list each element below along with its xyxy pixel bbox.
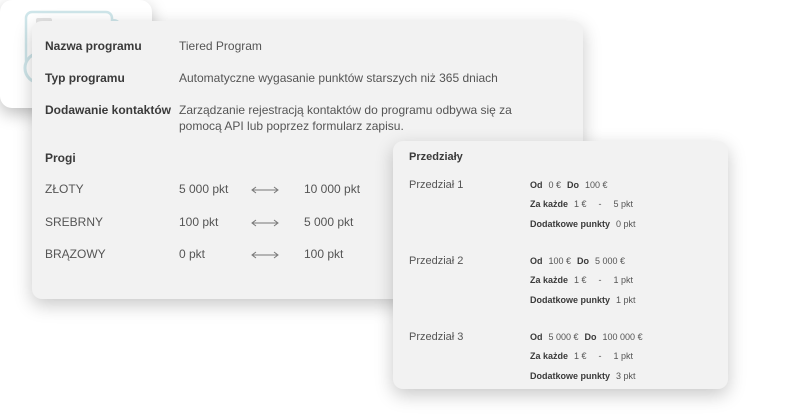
tier-to: 100 pkt — [304, 247, 344, 261]
contacts-label: Dodawanie kontaktów — [45, 103, 172, 117]
double-arrow-icon — [250, 185, 280, 195]
ranges-card — [393, 141, 728, 389]
range-bonus: Dodatkowe punkty 1 pkt — [530, 295, 636, 305]
range-name: Przedział 1 — [409, 179, 464, 191]
tier-name: BRĄZOWY — [45, 247, 106, 261]
range-name: Przedział 2 — [409, 255, 464, 267]
tier-to: 5 000 pkt — [304, 215, 354, 229]
program-name-value: Tiered Program — [179, 39, 262, 53]
range-from-to: Od 5 000 € Do 100 000 € — [530, 332, 643, 342]
tier-name: ZŁOTY — [45, 182, 84, 196]
tier-from: 5 000 pkt — [179, 182, 229, 196]
program-name-label: Nazwa programu — [45, 39, 142, 53]
range-per: Za każde 1 € - 5 pkt — [530, 199, 634, 209]
range-bonus: Dodatkowe punkty 0 pkt — [530, 219, 636, 229]
contacts-value: Zarządzanie rejestracją kontaktów do programu odbywa się za pomocą API lub poprzez formularz zapisu. — [179, 103, 512, 133]
range-from-to: Od 0 € Do 100 € — [530, 180, 608, 190]
tier-to: 10 000 pkt — [304, 182, 361, 196]
tiers-title: Progi — [45, 151, 76, 165]
range-from-to: Od 100 € Do 5 000 € — [530, 256, 626, 266]
program-type-value: Automatyczne wygasanie punktów starszych niż 365 dniach — [179, 71, 498, 85]
program-type-label: Typ programu — [45, 71, 125, 85]
double-arrow-icon — [250, 250, 280, 260]
range-name: Przedział 3 — [409, 331, 464, 343]
range-per: Za każde 1 € - 1 pkt — [530, 351, 634, 361]
range-per: Za każde 1 € - 1 pkt — [530, 275, 634, 285]
tier-name: SREBRNY — [45, 215, 104, 229]
range-bonus: Dodatkowe punkty 3 pkt — [530, 371, 636, 381]
double-arrow-icon — [250, 218, 280, 228]
tier-from: 100 pkt — [179, 215, 219, 229]
tier-from: 0 pkt — [179, 247, 206, 261]
ranges-title: Przedziały — [409, 151, 463, 163]
